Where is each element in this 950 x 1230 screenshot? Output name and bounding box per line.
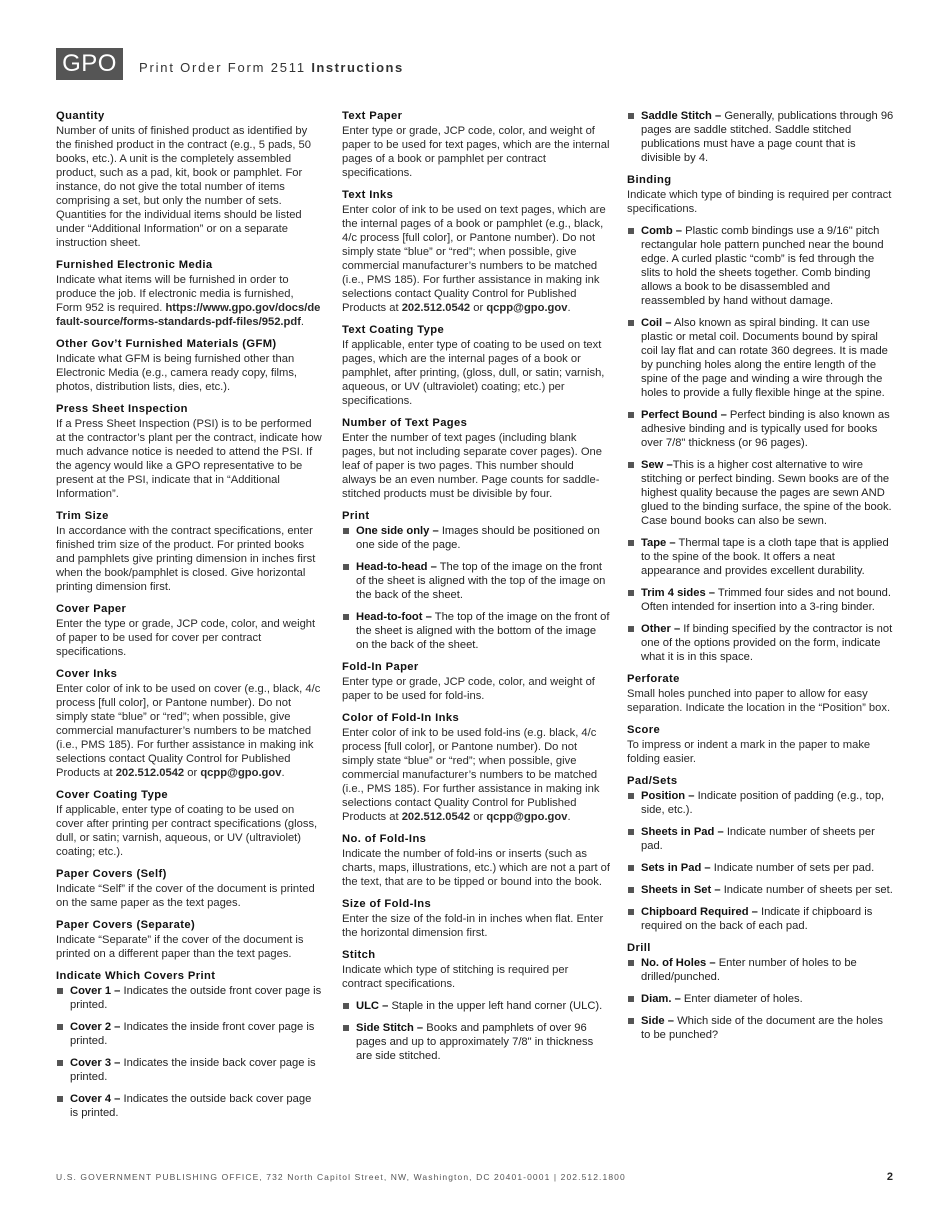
bullet-list: [627, 956, 895, 1042]
section-heading: Text Paper: [342, 110, 403, 122]
item-term: Other –: [641, 623, 681, 635]
item-desc: Enter number of holes to be drilled/punched.: [641, 957, 857, 983]
section-quantity: [56, 109, 322, 250]
section-text: Indicate the number of fold-ins or inserts (such as charts, maps, illustrations, etc.) which are not a part of the text, that are to be tipped or bound into the book.: [342, 848, 610, 888]
section-saddle-stitch: [627, 109, 895, 165]
section-heading: Paper Covers (Separate): [56, 919, 196, 931]
section-heading: Trim Size: [56, 510, 109, 522]
item-term: Position –: [641, 790, 695, 802]
section-cover-paper: [56, 602, 322, 659]
section-binding: [627, 173, 895, 664]
section-text: If a Press Sheet Inspection (PSI) is to be performed at the contractor’s plant per the contract, indicate how much advance notice is needed to attend the PSI. If the agency would like a GPO representative to be present at the PSI, indicate that in “Additional Information”.: [56, 418, 322, 500]
section-text: Enter the size of the fold-in in inches when flat. Enter the horizontal dimension first.: [342, 913, 604, 939]
item-desc: Indicate number of sets per pad.: [713, 862, 875, 874]
section-heading: Score: [627, 724, 661, 736]
form-952-link[interactable]: https://www.gpo.gov/docs/default-source/forms-standards-pdf-files/952.pdf: [56, 302, 321, 328]
section-heading: Cover Coating Type: [56, 789, 169, 801]
list-item: [627, 316, 895, 400]
section-heading: Text Inks: [342, 189, 394, 201]
list-item: [56, 1056, 322, 1084]
title-bold: Instructions: [311, 60, 404, 75]
list-item: [56, 984, 322, 1012]
item-desc: Generally, publications through 96 pages are saddle stitched. Saddle stitched publications must have a page count that is divisible by 4.: [641, 110, 894, 164]
item-term: Saddle Stitch –: [641, 110, 722, 122]
section-text: Enter the type or grade, JCP code, color, and weight of paper to be used for cover per contract specifications.: [56, 618, 316, 658]
document-title: [139, 60, 404, 75]
section-text: Indicate “Self” if the cover of the document is printed on the same paper as the text pages.: [56, 883, 315, 909]
item-desc: Indicates the inside back cover page is printed.: [70, 1057, 316, 1083]
text-body: Enter color of ink to be used on text pages, which are the internal pages of a book or pamphlet (e.g., black, 4/c process [full color], or Pantone number). Do not simply state “blue” or “red”; when possible, give commercial manufacturer’s numbers to be matched (i.e., PMS 185). For further assistance in making ink selections contact Quality Control for Published Products at: [342, 204, 606, 314]
item-term: Side –: [641, 1015, 674, 1027]
section-stitch: [342, 948, 610, 1063]
section-covers-self: [56, 867, 322, 910]
section-heading: Cover Paper: [56, 603, 127, 615]
phone-number: 202.512.0542: [401, 302, 471, 314]
item-term: Side Stitch –: [356, 1022, 424, 1034]
item-desc: Images should be positioned on one side of the page.: [356, 525, 600, 551]
list-item: [342, 610, 610, 652]
item-term: Chipboard Required –: [641, 906, 758, 918]
section-drill: [627, 941, 895, 1042]
section-text: Indicate “Separate” if the cover of the document is printed on a different paper than the text pages.: [56, 934, 304, 960]
item-term: Cover 1 –: [70, 985, 121, 997]
title-prefix: Print Order Form 2511: [139, 60, 306, 75]
list-item: [342, 524, 610, 552]
item-desc: Indicate if chipboard is required on the back of each pad.: [641, 906, 873, 932]
section-heading: Furnished Electronic Media: [56, 259, 213, 271]
section-heading: Cover Inks: [56, 668, 118, 680]
text-suffix: .: [567, 302, 571, 314]
item-desc: If binding specified by the contractor is not one of the options provided on the form, indicate what it is in this space.: [641, 623, 893, 663]
phone-number: 202.512.0542: [115, 767, 185, 779]
bullet-list: [627, 789, 895, 933]
item-term: Cover 2 –: [70, 1021, 121, 1033]
text-or: or: [470, 811, 487, 823]
section-heading: Perforate: [627, 673, 680, 685]
list-item: [627, 586, 895, 614]
list-item: [342, 999, 610, 1013]
section-heading: Color of Fold-In Inks: [342, 712, 460, 724]
section-foldin-size: [342, 897, 610, 940]
item-desc: Indicates the outside back cover page is printed.: [70, 1093, 312, 1119]
list-item: [627, 905, 895, 933]
list-item: [342, 1021, 610, 1063]
section-heading: Print: [342, 510, 370, 522]
item-desc: Indicate position of padding (e.g., top, side, etc.).: [641, 790, 885, 816]
bullet-list: [56, 984, 322, 1120]
list-item: [627, 1014, 895, 1042]
item-term: Head-to-foot –: [356, 611, 432, 623]
list-item: [627, 992, 895, 1006]
section-text-coating: [342, 323, 610, 408]
item-desc: Trimmed four sides and not bound. Often intended for insertion into a 3-ring binder.: [641, 587, 892, 613]
section-heading: Indicate Which Covers Print: [56, 970, 216, 982]
item-term: Sew –: [641, 459, 673, 471]
item-desc: Perfect binding is also known as adhesive binding and is typically used for books over 7/8" thickness (or 96 pages).: [641, 409, 890, 449]
phone-number: 202.512.0542: [401, 811, 471, 823]
section-heading: Fold-In Paper: [342, 661, 419, 673]
section-heading: Press Sheet Inspection: [56, 403, 188, 415]
section-heading: Paper Covers (Self): [56, 868, 167, 880]
section-text: Small holes punched into paper to allow for easy separation. Indicate the location in the “Position” box.: [627, 688, 891, 714]
section-text: Indicate which type of stitching is required per contract specifications.: [342, 964, 569, 990]
section-perforate: [627, 672, 895, 715]
section-cover-coating: [56, 788, 322, 859]
item-term: Comb –: [641, 225, 683, 237]
list-item: [627, 224, 895, 308]
section-cover-inks: [56, 667, 322, 780]
column-2: [342, 109, 610, 1071]
section-covers-print: [56, 969, 322, 1120]
section-heading: Binding: [627, 174, 672, 186]
section-text: [342, 203, 610, 315]
section-text: Enter type or grade, JCP code, color, and weight of paper to be used for fold-ins.: [342, 676, 595, 702]
section-foldin-inks: [342, 711, 610, 824]
section-text: If applicable, enter type of coating to be used on text pages, which are the internal pages of a book or pamphlet, after printing, (gloss, dull, or satin; varnish, aqueous, or UV (ultraviolet) coating; etc.) per specifications.: [342, 339, 605, 407]
item-desc: Also known as spiral binding. It can use plastic or metal coil. Documents bound by spiral coil lay flat and can rotate 360 degrees. It is made by punching holes along the entire length of the spine of the page and winding a wire through the holes to provide a fully flexible hinge at the spine.: [641, 317, 888, 399]
email-link[interactable]: qcpp@gpo.gov: [200, 767, 282, 779]
column-3: [627, 109, 895, 1050]
item-desc: The top of the image on the front of the sheet is aligned with the bottom of the image on the back of the sheet.: [356, 611, 610, 651]
section-padsets: [627, 774, 895, 933]
section-text: [56, 682, 322, 780]
item-term: Diam. –: [641, 993, 681, 1005]
item-term: Head-to-head –: [356, 561, 437, 573]
section-text-paper: [342, 109, 610, 180]
section-text: In accordance with the contract specifications, enter finished trim size of the product. For printed books and pamphlets give printing dimension in inches first when the book/pamphlet is closed. Give horizontal printing dimension first.: [56, 525, 316, 593]
list-item: [627, 109, 895, 165]
text-body: Enter color of ink to be used fold-ins (e.g. black, 4/c process [full color], or Pantone number). Do not simply state “blue” or “red”; when possible, give commercial manufacturer’s numbers to be matched (i.e., PMS 185). For further assistance in making ink selections contact Quality Control for Published Products at: [342, 727, 600, 823]
item-term: Cover 3 –: [70, 1057, 121, 1069]
text-or: or: [470, 302, 487, 314]
item-term: Sets in Pad –: [641, 862, 711, 874]
section-heading: Quantity: [56, 110, 105, 122]
section-text: To impress or indent a mark in the paper to make folding easier.: [627, 739, 871, 765]
section-covers-separate: [56, 918, 322, 961]
list-item: [627, 458, 895, 528]
section-text: Number of units of finished product as identified by the finished product in the contract (e.g., 5 pads, 50 books, etc.). A unit is the completely assembled product, such as a pad, kit, book or pamphlet. For instance, do not give the total number of items comprising a set, but only the number of sets. Quantities for the individual items should be listed under “Additional Information” or on a separate instruction sheet.: [56, 125, 311, 249]
item-desc: Indicate number of sheets per pad.: [641, 826, 875, 852]
list-item: [627, 883, 895, 897]
page-number: 2: [886, 1171, 893, 1183]
section-heading: No. of Fold-Ins: [342, 833, 427, 845]
section-foldin-paper: [342, 660, 610, 703]
column-1: [56, 109, 322, 1128]
email-link[interactable]: qcpp@gpo.gov: [486, 811, 568, 823]
list-item: [627, 956, 895, 984]
item-desc: Indicates the inside front cover page is printed.: [70, 1021, 315, 1047]
item-term: Trim 4 sides –: [641, 587, 716, 599]
item-desc: Thermal tape is a cloth tape that is applied to the spine of the book. It offers a neat appearance and provides excellent durability.: [641, 537, 889, 577]
item-desc: The top of the image on the front of the sheet is aligned with the top of the image on the back of the sheet.: [356, 561, 606, 601]
list-item: [627, 825, 895, 853]
item-term: Coil –: [641, 317, 672, 329]
footer-address: U.S. GOVERNMENT PUBLISHING OFFICE, 732 North Capitol Street, NW, Washington, DC 20401-0001 | 202.512.1800: [56, 1172, 626, 1182]
item-desc: This is a higher cost alternative to wire stitching or perfect binding. Sewn books are of the highest quality because the pages are sewn AND glued to the binding surface, the spine of the book. Case bound books can also be sewn.: [641, 459, 892, 527]
section-heading: Text Coating Type: [342, 324, 445, 336]
list-item: [342, 560, 610, 602]
item-desc: Indicates the outside front cover page is printed.: [70, 985, 322, 1011]
list-item: [56, 1020, 322, 1048]
section-heading: Drill: [627, 942, 651, 954]
section-trim-size: [56, 509, 322, 594]
section-text: [342, 726, 610, 824]
text-suffix: .: [300, 316, 305, 328]
section-heading: Pad/Sets: [627, 775, 678, 787]
list-item: [627, 622, 895, 664]
section-text: Indicate which type of binding is required per contract specifications.: [627, 189, 892, 215]
section-text: [56, 273, 322, 329]
section-heading: Size of Fold-Ins: [342, 898, 432, 910]
bullet-list: [342, 999, 610, 1063]
section-text: If applicable, enter type of coating to be used on cover after printing per contract specifications (gloss, dull, or satin; varnish, aqueous, or UV (ultraviolet) coating; etc.).: [56, 804, 318, 858]
section-text: Enter the number of text pages (including blank pages, but not including separate cover pages). One leaf of paper is two pages. This number should always be an even number. Page counts for saddle-stitched products must be divisible by four.: [342, 432, 602, 500]
item-term: Cover 4 –: [70, 1093, 121, 1105]
list-item: [627, 408, 895, 450]
item-desc: Which side of the document are the holes to be punched?: [641, 1015, 883, 1041]
section-text: Enter type or grade, JCP code, color, and weight of paper to be used for text pages, which are the internal pages of a book or pamphlet per contract specifications.: [342, 125, 610, 179]
section-furnished-media: [56, 258, 322, 329]
text-or: or: [184, 767, 201, 779]
item-desc: Staple in the upper left hand corner (ULC).: [391, 1000, 603, 1012]
item-desc: Indicate number of sheets per set.: [723, 884, 893, 896]
section-text-inks: [342, 188, 610, 315]
item-desc: Enter diameter of holes.: [683, 993, 803, 1005]
bullet-list: [342, 524, 610, 652]
email-link[interactable]: qcpp@gpo.gov: [486, 302, 568, 314]
section-heading: Stitch: [342, 949, 376, 961]
list-item: [627, 861, 895, 875]
section-num-foldins: [342, 832, 610, 889]
text-body: Enter color of ink to be used on cover (e.g., black, 4/c process [full color], or Pantone number). Do not simply state “blue” or “red”; when possible, give commercial manufacturer’s numbers to be matched (i.e., PMS 185). For further assistance in making ink selections contact Quality Control for Published Products at: [56, 683, 321, 779]
item-term: Perfect Bound –: [641, 409, 727, 421]
gpo-logo: GPO: [56, 48, 123, 80]
text-suffix: .: [281, 767, 285, 779]
section-score: [627, 723, 895, 766]
text-body: Indicate what items will be furnished in order to produce the job. If electronic media is furnished, Form 952 is required.: [56, 274, 294, 314]
item-desc: Books and pamphlets of over 96 pages and up to approximately 7/8" in thickness are side stitched.: [356, 1022, 594, 1062]
item-desc: Plastic comb bindings use a 9/16" pitch rectangular hole pattern punched near the bound edge. A curled plastic “comb” is fed through the slits to hold the sheets together. Comb binding allows a book to be disassembled and reassembled by hand without damage.: [641, 225, 884, 307]
section-text: Indicate what GFM is being furnished other than Electronic Media (e.g., camera ready copy, films, photos, distribution lists, dies, etc.).: [56, 353, 298, 393]
text-suffix: .: [567, 811, 571, 823]
item-term: One side only –: [356, 525, 439, 537]
item-term: No. of Holes –: [641, 957, 716, 969]
item-term: Tape –: [641, 537, 676, 549]
list-item: [56, 1092, 322, 1120]
list-item: [627, 536, 895, 578]
item-term: ULC –: [356, 1000, 389, 1012]
list-item: [627, 789, 895, 817]
bullet-list: [627, 224, 895, 664]
bullet-list: [627, 109, 895, 165]
section-print: [342, 509, 610, 652]
section-num-text-pages: [342, 416, 610, 501]
section-psi: [56, 402, 322, 501]
section-heading: Number of Text Pages: [342, 417, 468, 429]
section-heading: Other Gov’t Furnished Materials (GFM): [56, 338, 277, 350]
item-term: Sheets in Set –: [641, 884, 721, 896]
item-term: Sheets in Pad –: [641, 826, 724, 838]
section-gfm: [56, 337, 322, 394]
